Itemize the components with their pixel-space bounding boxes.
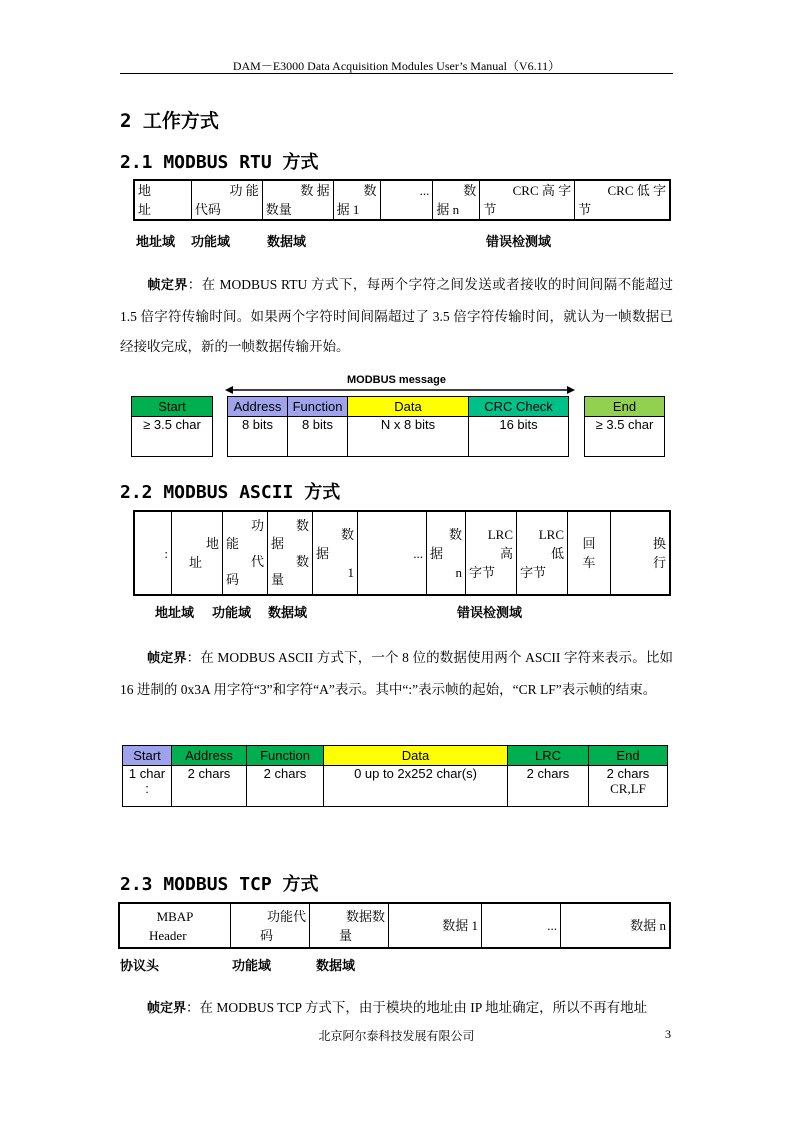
cell-line: 据 n bbox=[436, 202, 460, 217]
rtu-address-header: Address bbox=[228, 397, 288, 417]
rtu-cell-dots bbox=[380, 180, 433, 220]
rtu-end-value: ≥ 3.5 char bbox=[585, 417, 665, 457]
page-number: 3 bbox=[665, 1027, 671, 1041]
tcp-cell-datan: 数据 n bbox=[561, 903, 671, 948]
rtu-start-block bbox=[131, 396, 213, 457]
ascii-lrc-value: 2 chars bbox=[508, 766, 589, 807]
cell-line: 高 bbox=[499, 545, 513, 561]
rtu-data-header: Data bbox=[348, 397, 469, 417]
cell-line: 功能代 bbox=[266, 908, 306, 924]
cell-line: : bbox=[145, 781, 149, 796]
cell-line: 功 能 bbox=[229, 183, 259, 198]
rtu-paragraph bbox=[120, 270, 673, 363]
ascii-start-value bbox=[123, 766, 172, 807]
ascii-message-block bbox=[122, 745, 668, 807]
tcp-cell-data1: 数据 1 bbox=[389, 903, 482, 948]
ascii-cell-lf bbox=[611, 511, 671, 595]
rtu-heading: 2.1 MODBUS RTU 方式 bbox=[120, 152, 319, 173]
rtu-message-block bbox=[227, 396, 569, 457]
modbus-message-label: MODBUS message bbox=[346, 374, 447, 386]
ascii-label-data: 数据域 bbox=[268, 606, 308, 621]
cell-line: 量 bbox=[339, 927, 353, 943]
cell-line: 换 bbox=[652, 536, 666, 551]
rtu-function-header: Function bbox=[288, 397, 348, 417]
cell-line: CRC 低 字 bbox=[607, 183, 666, 198]
rtu-address-value: 8 bits bbox=[228, 417, 288, 457]
tcp-cell-count bbox=[310, 903, 389, 948]
ascii-cell-count bbox=[268, 511, 313, 595]
ascii-start-header: Start bbox=[123, 746, 172, 766]
running-header: DAM－E3000 Data Acquisition Modules User’s Manual（V6.11） bbox=[232, 59, 561, 73]
cell-line: 车 bbox=[582, 555, 596, 570]
ascii-cell-lrc-high bbox=[466, 511, 517, 595]
cell-line: 节 bbox=[578, 202, 592, 217]
tcp-label-protocol: 协议头 bbox=[120, 959, 160, 974]
cell-line: 字节 bbox=[469, 564, 496, 580]
cell-line: 数 bbox=[463, 183, 477, 198]
rtu-function-value: 8 bits bbox=[288, 417, 348, 457]
tcp-frame-table bbox=[118, 902, 671, 949]
cell-line: 数量 bbox=[265, 202, 292, 217]
rtu-cell-datan bbox=[433, 180, 480, 220]
rtu-cell-address bbox=[134, 180, 191, 220]
footer-company: 北京阿尔泰科技发展有限公司 bbox=[318, 1029, 475, 1043]
rtu-crc-header: CRC Check bbox=[469, 397, 569, 417]
ascii-label-function: 功能域 bbox=[212, 606, 252, 621]
cell-line: 数 bbox=[363, 183, 377, 198]
cell-line: 代 bbox=[250, 554, 264, 569]
cell-line: 数 据 bbox=[300, 183, 330, 198]
rtu-crc-value: 16 bits bbox=[469, 417, 569, 457]
cell-line: 代码 bbox=[194, 202, 221, 217]
cell-line: 址 bbox=[189, 555, 203, 570]
cell-line: 址 bbox=[138, 202, 152, 217]
rtu-start-header: Start bbox=[132, 397, 213, 417]
cell-line: Header bbox=[149, 927, 187, 943]
rtu-cell-count bbox=[262, 180, 333, 220]
cell-line: n bbox=[455, 564, 462, 580]
ascii-function-header: Function bbox=[247, 746, 324, 766]
cell-line: LRC bbox=[487, 526, 513, 542]
cell-line: 字节 bbox=[520, 564, 547, 580]
rtu-label-data: 数据域 bbox=[267, 235, 307, 250]
rtu-cell-function bbox=[191, 180, 262, 220]
ascii-cell-cr bbox=[568, 511, 611, 595]
section-heading: 2 工作方式 bbox=[120, 110, 219, 132]
cell-line: 数据数 bbox=[345, 908, 385, 924]
tcp-heading: 2.3 MODBUS TCP 方式 bbox=[120, 874, 319, 895]
tcp-cell-dots: ... bbox=[482, 903, 561, 948]
rtu-frame-table bbox=[133, 179, 671, 221]
cell-line: 数 bbox=[295, 518, 309, 533]
para-bold: 帧定界 bbox=[147, 651, 187, 666]
cell-line: 节 bbox=[483, 202, 497, 217]
cell-line: 1 bbox=[347, 564, 354, 580]
tcp-frame-row bbox=[119, 903, 670, 948]
cell-line: CRC 高 字 bbox=[512, 183, 572, 198]
ascii-cell-function bbox=[223, 511, 268, 595]
ascii-address-header: Address bbox=[172, 746, 247, 766]
ascii-cell-colon: : bbox=[134, 511, 172, 595]
ascii-data-value: 0 up to 2x252 char(s) bbox=[324, 766, 508, 807]
rtu-end-header: End bbox=[585, 397, 665, 417]
cell-line: CR,LF bbox=[610, 781, 646, 796]
cell-line: 行 bbox=[652, 555, 666, 570]
modbus-message-arrow bbox=[225, 384, 575, 396]
ascii-cell-datan bbox=[427, 511, 466, 595]
header-rule bbox=[120, 73, 673, 74]
cell-line: 数 bbox=[295, 554, 309, 569]
para-bold: 帧定界 bbox=[147, 278, 188, 293]
cell-line: 据 bbox=[271, 536, 285, 551]
ascii-function-value: 2 chars bbox=[247, 766, 324, 807]
tcp-paragraph bbox=[120, 993, 673, 1025]
para-text: ：在 MODBUS TCP 方式下，由于模块的地址由 IP 地址确定，所以不再有地址 bbox=[186, 1000, 648, 1015]
para-bold: 帧定界 bbox=[147, 1001, 187, 1016]
rtu-cell-crc-high bbox=[480, 180, 575, 220]
rtu-label-function: 功能域 bbox=[191, 235, 231, 250]
ascii-address-value: 2 chars bbox=[172, 766, 247, 807]
ascii-heading: 2.2 MODBUS ASCII 方式 bbox=[120, 482, 341, 503]
cell-line: 地 bbox=[205, 536, 219, 551]
rtu-label-crc: 错误检测域 bbox=[486, 235, 552, 250]
cell-line: 量 bbox=[271, 572, 285, 587]
ascii-label-crc: 错误检测域 bbox=[457, 606, 523, 621]
cell-line: 据 bbox=[316, 545, 330, 561]
cell-line: ... bbox=[419, 183, 430, 198]
tcp-label-function: 功能域 bbox=[232, 959, 272, 974]
ascii-cell-dots: ... bbox=[358, 511, 427, 595]
rtu-start-value: ≥ 3.5 char bbox=[132, 417, 213, 457]
cell-line: 数 bbox=[448, 526, 462, 542]
cell-line: 据 1 bbox=[336, 202, 360, 217]
cell-line: 码 bbox=[226, 572, 240, 587]
cell-line: 低 bbox=[550, 545, 564, 561]
para-text: ：在 MODBUS RTU 方式下，每两个字符之间发送或者接收的时间间隔不能超过 1.5 倍字符传输时间。如果两个字符时间间隔超过了 3.5 倍字符传输时间，就认为一帧数据已经接收完成，新的一帧数据传输开始。 bbox=[120, 277, 673, 354]
rtu-label-address: 地址域 bbox=[136, 235, 176, 250]
ascii-lrc-header: LRC bbox=[508, 746, 589, 766]
ascii-frame-table bbox=[133, 510, 671, 596]
ascii-cell-lrc-low bbox=[517, 511, 568, 595]
cell-line: 地 bbox=[138, 183, 152, 198]
ascii-cell-address bbox=[172, 511, 223, 595]
ascii-end-header: End bbox=[589, 746, 668, 766]
cell-line: 数 bbox=[340, 526, 354, 542]
cell-line: 码 bbox=[260, 927, 274, 943]
cell-line: 1 char bbox=[128, 766, 166, 781]
cell-line: 能 bbox=[226, 536, 240, 551]
cell-line: 据 bbox=[430, 545, 444, 561]
cell-line: 功 bbox=[250, 518, 264, 533]
rtu-cell-data1 bbox=[333, 180, 380, 220]
ascii-paragraph bbox=[120, 643, 673, 705]
ascii-end-value bbox=[589, 766, 668, 807]
rtu-data-value: N x 8 bits bbox=[348, 417, 469, 457]
cell-line: 回 bbox=[582, 536, 596, 551]
cell-line: MBAP bbox=[156, 908, 194, 924]
ascii-data-header: Data bbox=[324, 746, 508, 766]
tcp-cell-function bbox=[231, 903, 310, 948]
tcp-label-data: 数据域 bbox=[316, 959, 356, 974]
rtu-cell-crc-low bbox=[575, 180, 670, 220]
cell-line: LRC bbox=[538, 526, 564, 542]
para-text: ：在 MODBUS ASCII 方式下，一个 8 位的数据使用两个 ASCII 字符来表示。比如 16 进制的 0x3A 用字符“3”和字符“A”表示。其中“:”表示帧的起始，“CR LF”表示帧的结束。 bbox=[120, 650, 673, 697]
ascii-cell-data1 bbox=[313, 511, 358, 595]
rtu-frame-row bbox=[134, 180, 670, 220]
cell-line: 2 chars bbox=[606, 766, 650, 781]
ascii-frame-row bbox=[134, 511, 670, 595]
tcp-cell-mbap bbox=[119, 903, 231, 948]
rtu-end-block bbox=[584, 396, 665, 457]
ascii-label-address: 地址域 bbox=[155, 606, 195, 621]
